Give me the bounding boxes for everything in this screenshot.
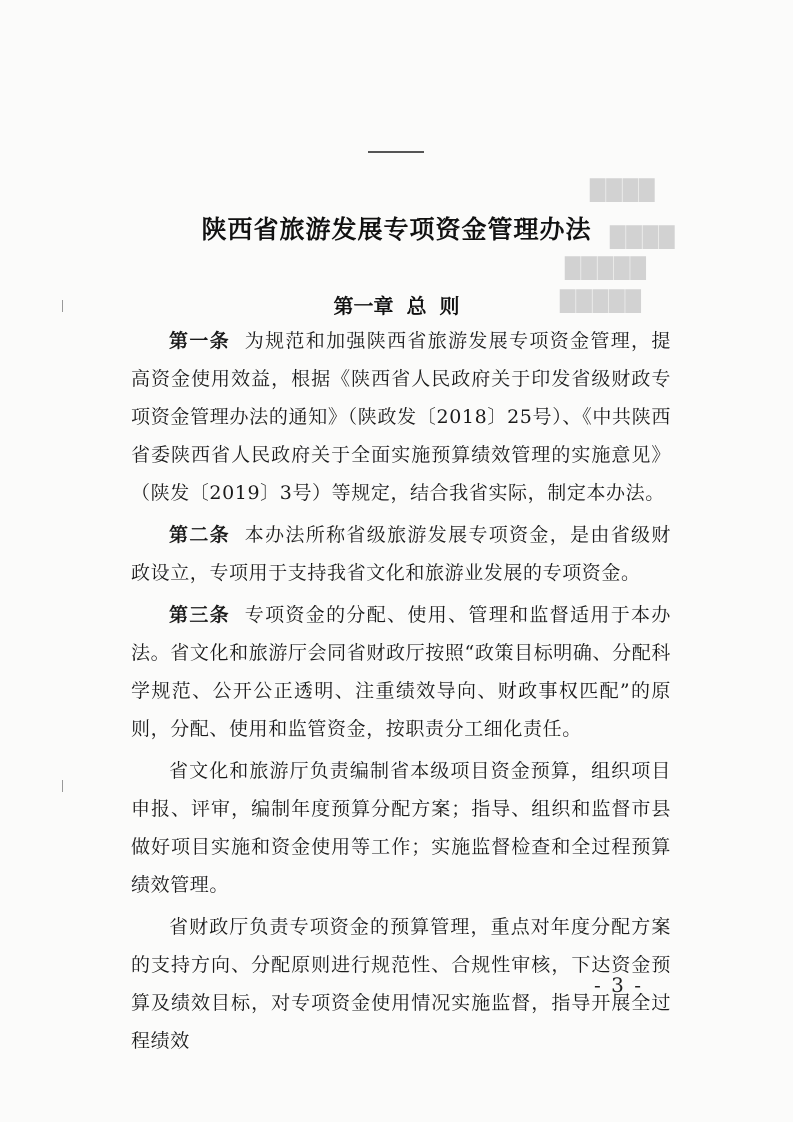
scan-mark xyxy=(62,780,63,792)
article-text: 专项资金的分配、使用、管理和监督适用于本办法。省文化和旅游厅会同省财政厅按照“政策目标明确、分配科学规范、公开公正透明、注重绩效导向、财政事权匹配”的原则，分配、使用和监管资金，按职责分工细化责任。 xyxy=(131,604,671,740)
article-text: 本办法所称省级旅游发展专项资金，是由省级财政设立，专项用于支持我省文化和旅游业发展的专项资金。 xyxy=(131,524,671,584)
article-label: 第二条 xyxy=(169,524,230,546)
header-rule xyxy=(368,151,424,153)
bleed-through-shadow: ████ xyxy=(610,225,676,249)
article-label: 第一条 xyxy=(169,330,230,352)
document-title: 陕西省旅游发展专项资金管理办法 xyxy=(201,215,592,244)
bleed-through-shadow: ████ xyxy=(590,178,656,202)
article-paragraph xyxy=(131,596,671,748)
article-text: 为规范和加强陕西省旅游发展专项资金管理，提高资金使用效益，根据《陕西省人民政府关于印发省级财政专项资金管理办法的通知》（陕政发〔2018〕25号）、《中共陕西省委陕西省人民政府关于全面实施预算绩效管理的实施意见》（陕发〔2019〕3号）等规定，结合我省实际，制定本办法。 xyxy=(131,330,671,504)
chapter-heading: 第一章 总 则 xyxy=(333,294,460,318)
body-paragraph: 省文化和旅游厅负责编制省本级项目资金预算，组织项目申报、评审，编制年度预算分配方案；指导、组织和监督市县做好项目实施和资金使用等工作；实施监督检查和全过程预算绩效管理。 xyxy=(131,760,671,896)
article-paragraph xyxy=(131,516,671,592)
bleed-through-shadow: █████ xyxy=(565,256,647,280)
body-paragraph: 省财政厅负责专项资金的预算管理，重点对年度分配方案的支持方向、分配原则进行规范性、合规性审核，下达资金预算及绩效目标，对专项资金使用情况实施监督，指导开展全过程绩效 xyxy=(131,916,671,1052)
bleed-through-shadow: █████ xyxy=(560,289,642,313)
article-paragraph xyxy=(131,322,671,512)
document-body xyxy=(131,322,671,1060)
article-label: 第三条 xyxy=(169,604,230,626)
page-number: - 3 - xyxy=(594,973,643,997)
